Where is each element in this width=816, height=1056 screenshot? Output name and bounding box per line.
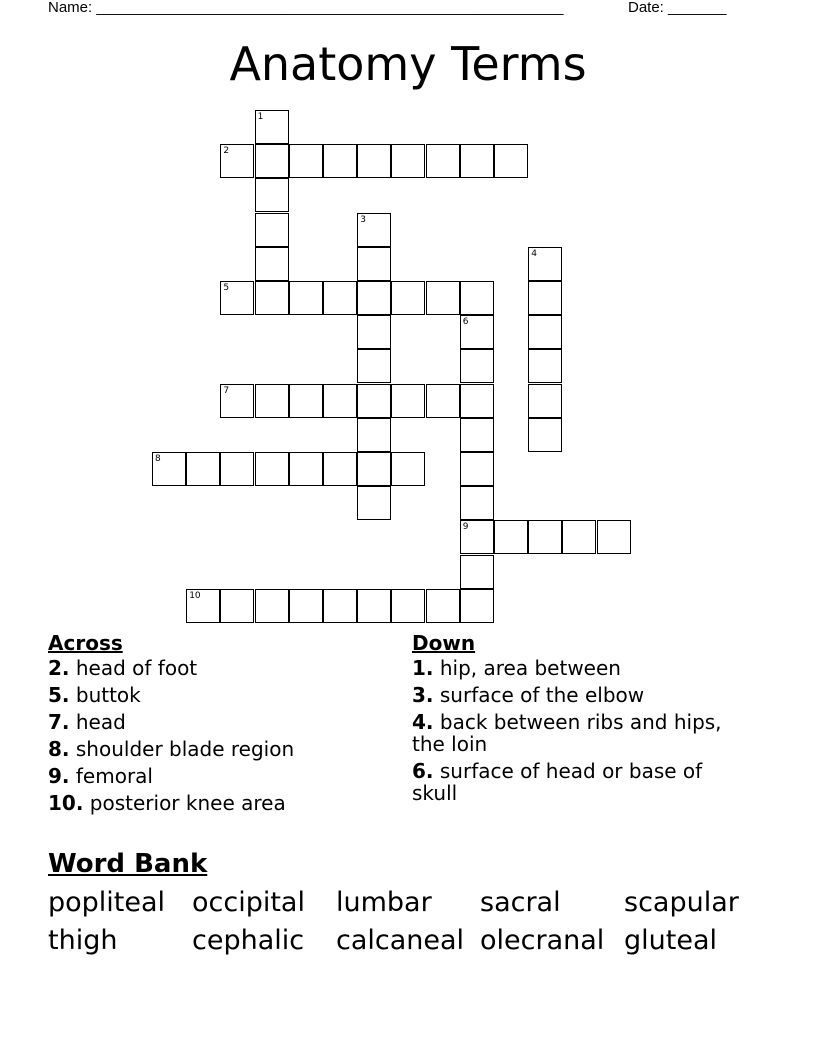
cell-number: 9	[462, 522, 469, 533]
across-clue	[48, 657, 388, 679]
across-clues	[48, 630, 388, 819]
word-bank-word: popliteal	[48, 887, 166, 918]
grid-cell[interactable]	[220, 144, 254, 178]
clue-number: 6.	[412, 759, 434, 783]
grid-cell[interactable]	[426, 384, 460, 418]
clue-text: head of foot	[69, 656, 198, 680]
grid-cell[interactable]	[357, 281, 391, 315]
grid-cell[interactable]	[528, 384, 562, 418]
grid-cell[interactable]	[255, 213, 289, 247]
clue-text: buttok	[69, 683, 141, 707]
cell-number: 7	[223, 385, 230, 396]
grid-cell[interactable]	[494, 520, 528, 554]
name-field[interactable]: Name: ________________________________________________________	[48, 0, 564, 16]
grid-cell[interactable]	[528, 520, 562, 554]
grid-cell[interactable]	[391, 144, 425, 178]
cell-number: 10	[189, 590, 201, 601]
grid-cell[interactable]	[391, 281, 425, 315]
word-bank-title: Word Bank	[48, 849, 208, 879]
clue-number: 4.	[412, 710, 434, 734]
grid-cell[interactable]	[357, 486, 391, 520]
down-clue	[412, 684, 752, 706]
grid-cell[interactable]	[186, 589, 220, 623]
grid-cell[interactable]	[152, 452, 186, 486]
grid-cell[interactable]	[460, 144, 494, 178]
grid-cell[interactable]	[494, 144, 528, 178]
grid-cell[interactable]	[460, 418, 494, 452]
grid-cell[interactable]	[357, 213, 391, 247]
grid-cell[interactable]	[323, 384, 357, 418]
grid-cell[interactable]	[289, 144, 323, 178]
cell-number: 1	[257, 112, 264, 122]
grid-cell[interactable]	[255, 247, 289, 281]
grid-cell[interactable]	[460, 555, 494, 589]
clue-number: 2.	[48, 656, 70, 680]
grid-cell[interactable]	[562, 520, 596, 554]
grid-cell[interactable]	[426, 281, 460, 315]
across-clue	[48, 765, 388, 787]
grid-cell[interactable]	[255, 589, 289, 623]
grid-cell[interactable]	[391, 452, 425, 486]
word-bank-word: scapular	[624, 887, 739, 918]
grid-cell[interactable]	[220, 281, 254, 315]
grid-cell[interactable]	[597, 520, 631, 554]
down-heading: Down	[412, 631, 476, 655]
grid-cell[interactable]	[426, 144, 460, 178]
grid-cell[interactable]	[460, 315, 494, 349]
grid-cell[interactable]	[255, 452, 289, 486]
grid-cell[interactable]	[186, 452, 220, 486]
cell-number: 5	[223, 283, 230, 293]
grid-cell[interactable]	[289, 281, 323, 315]
grid-cell[interactable]	[323, 144, 357, 178]
grid-cell[interactable]	[460, 486, 494, 520]
grid-cell[interactable]	[460, 384, 494, 418]
grid-cell[interactable]	[255, 144, 289, 178]
grid-cell[interactable]	[460, 520, 494, 554]
date-field[interactable]: Date: _______	[628, 0, 727, 16]
clue-number: 10.	[48, 791, 84, 815]
across-clue	[48, 738, 388, 760]
cell-number: 6	[462, 317, 469, 328]
clue-number: 8.	[48, 737, 70, 761]
word-bank-word: cephalic	[192, 925, 305, 956]
grid-cell[interactable]	[323, 452, 357, 486]
grid-cell[interactable]	[426, 589, 460, 623]
grid-cell[interactable]	[460, 349, 494, 383]
clue-text: surface of the elbow	[433, 683, 645, 707]
grid-cell[interactable]	[391, 589, 425, 623]
word-bank-word: calcaneal	[336, 925, 465, 956]
down-clues	[412, 630, 752, 809]
clue-text: shoulder blade region	[69, 737, 295, 761]
grid-cell[interactable]	[255, 384, 289, 418]
clue-text: posterior knee area	[83, 791, 286, 815]
clue-text: back between ribs and hips, the loin	[412, 710, 722, 756]
grid-cell[interactable]	[323, 281, 357, 315]
grid-cell[interactable]	[528, 349, 562, 383]
word-bank-word: olecranal	[480, 925, 605, 956]
across-clue	[48, 684, 388, 706]
down-clue	[412, 760, 752, 804]
grid-cell[interactable]	[460, 452, 494, 486]
grid-cell[interactable]	[357, 349, 391, 383]
cell-number: 4	[531, 248, 537, 259]
clue-number: 5.	[48, 683, 70, 707]
cell-number: 8	[155, 454, 161, 464]
clue-text: hip, area between	[433, 656, 621, 680]
clue-text: surface of head or base of skull	[412, 759, 703, 805]
cell-number: 2	[223, 146, 230, 157]
clue-text: head	[69, 710, 126, 734]
grid-cell[interactable]	[528, 315, 562, 349]
grid-cell[interactable]	[357, 418, 391, 452]
grid-cell[interactable]	[220, 589, 254, 623]
grid-cell[interactable]	[357, 247, 391, 281]
clue-text: femoral	[69, 764, 153, 788]
page-title: Anatomy Terms	[229, 37, 587, 91]
grid-cell[interactable]	[289, 384, 323, 418]
grid-cell[interactable]	[289, 589, 323, 623]
word-bank-word: occipital	[192, 887, 305, 918]
grid-cell[interactable]	[357, 452, 391, 486]
word-bank-word: lumbar	[336, 887, 432, 918]
grid-cell[interactable]	[357, 315, 391, 349]
grid-cell[interactable]	[255, 178, 289, 212]
grid-cell[interactable]	[323, 589, 357, 623]
grid-cell[interactable]	[289, 452, 323, 486]
down-clue	[412, 711, 752, 755]
word-bank-word: sacral	[480, 887, 561, 918]
down-clue	[412, 657, 752, 679]
across-clue	[48, 792, 388, 814]
clue-number: 7.	[48, 710, 70, 734]
grid-cell[interactable]	[528, 281, 562, 315]
grid-cell[interactable]	[357, 589, 391, 623]
grid-cell[interactable]	[255, 110, 289, 144]
grid-cell[interactable]	[220, 452, 254, 486]
clue-number: 9.	[48, 764, 70, 788]
across-heading: Across	[48, 631, 123, 655]
grid-cell[interactable]	[391, 384, 425, 418]
grid-cell[interactable]	[357, 384, 391, 418]
grid-cell[interactable]	[220, 384, 254, 418]
grid-cell[interactable]	[528, 418, 562, 452]
grid-cell[interactable]	[357, 144, 391, 178]
cell-number: 3	[360, 214, 366, 225]
word-bank-word: thigh	[48, 925, 118, 956]
word-bank-word: gluteal	[624, 925, 717, 956]
grid-cell[interactable]	[528, 247, 562, 281]
word-bank	[48, 884, 768, 960]
clue-number: 1.	[412, 656, 434, 680]
grid-cell[interactable]	[460, 589, 494, 623]
grid-cell[interactable]	[460, 281, 494, 315]
grid-cell[interactable]	[255, 281, 289, 315]
across-clue	[48, 711, 388, 733]
clue-number: 3.	[412, 683, 434, 707]
